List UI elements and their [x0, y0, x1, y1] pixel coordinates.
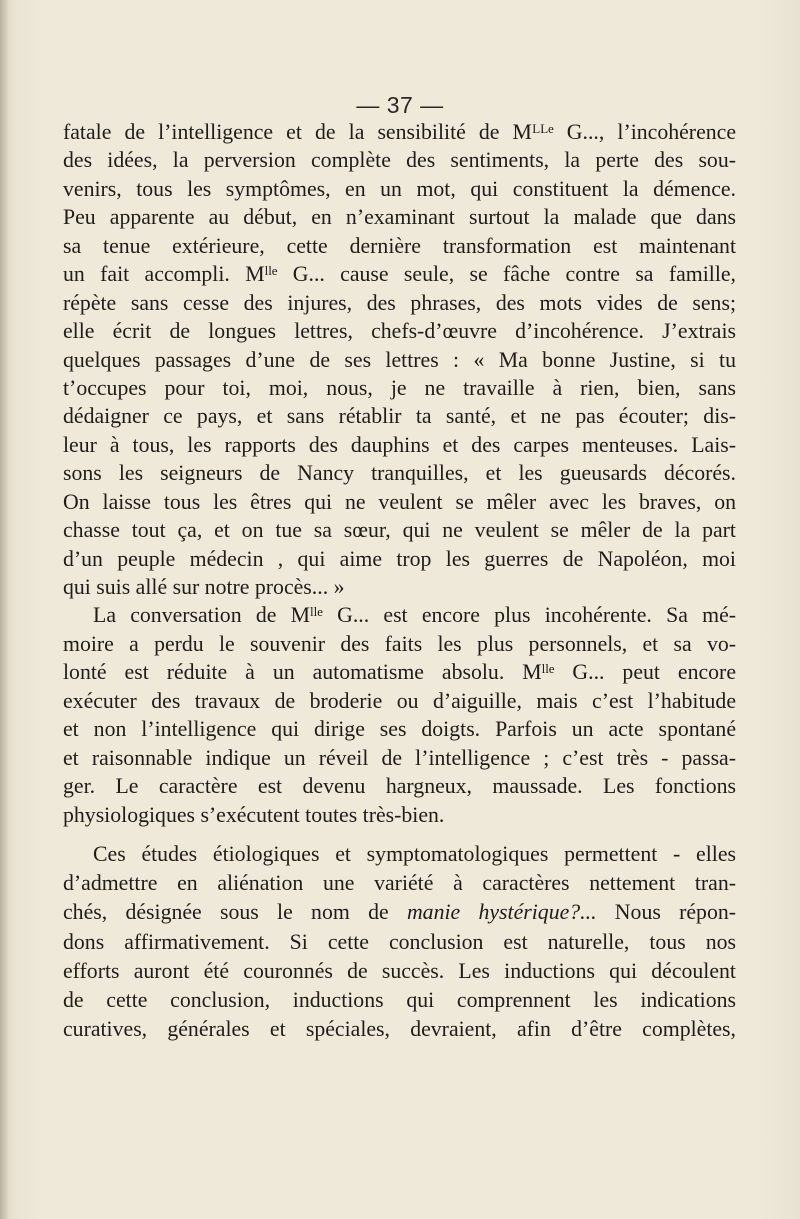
- text-line: sa tenue extérieure, cette dernière transformation est maintenant: [63, 233, 736, 258]
- text-line: un fait accompli. Mˡˡᵉ G... cause seule, se fâche contre sa famille,: [63, 262, 736, 287]
- binding-edge: [0, 0, 8, 1219]
- text-line-with-italic: [63, 898, 736, 927]
- italic-term: manie hystérique?...: [406, 900, 597, 925]
- text-line: de cette conclusion, inductions qui comprennent les indications: [63, 987, 736, 1012]
- text-line: moire a perdu le souvenir des faits les plus personnels, et sa vo-: [63, 631, 736, 656]
- text-line: dons affirmativement. Si cette conclusion est naturelle, tous nos: [63, 929, 736, 954]
- text-line: répète sans cesse des injures, des phrases, des mots vides de sens;: [63, 290, 736, 315]
- text-line: leur à tous, les rapports des dauphins et des carpes menteuses. Lais-: [63, 432, 736, 457]
- text-line: curatives, générales et spéciales, devraient, afin d’être complètes,: [63, 1017, 736, 1042]
- text-line: physiologiques s’exécutent toutes très-bien.: [63, 802, 445, 827]
- text-line: elle écrit de longues lettres, chefs-d’œuvre d’incohérence. J’extrais: [63, 319, 736, 344]
- text-line: quelques passages d’une de ses lettres : « Ma bonne Justine, si tu: [63, 347, 736, 372]
- text-line: La conversation de Mˡˡᵉ G... est encore plus incohérente. Sa mé-: [93, 603, 736, 628]
- text-line: venirs, tous les symptômes, en un mot, qui constituent la démence.: [63, 176, 736, 201]
- text-line: efforts auront été couronnés de succès. Les inductions qui découlent: [63, 958, 736, 983]
- text-line: d’un peuple médecin , qui aime trop les guerres de Napoléon, moi: [63, 546, 736, 571]
- body-text-lower: [63, 840, 736, 1044]
- text-line: exécuter des travaux de broderie ou d’aiguille, mais c’est l’habitude: [63, 688, 736, 713]
- text-segment: Nous répon-: [596, 900, 736, 925]
- text-line: d’admettre en aliénation une variété à caractères nettement tran-: [63, 871, 736, 896]
- text-line: et raisonnable indique un réveil de l’intelligence ; c’est très - passa-: [63, 745, 736, 770]
- text-segment: chés, désignée sous le nom de: [63, 900, 407, 925]
- page-number: — 37 —: [356, 92, 444, 118]
- text-line: sons les seigneurs de Nancy tranquilles, et les gueusards décorés.: [63, 461, 736, 486]
- body-text-upper: [63, 118, 736, 829]
- text-line: Ces études étiologiques et symptomatologiques permettent - elles: [93, 842, 736, 866]
- text-line: lonté est réduite à un automatisme absolu. Mˡˡᵉ G... peut encore: [63, 660, 736, 685]
- text-line: et non l’intelligence qui dirige ses doigts. Parfois un acte spontané: [63, 717, 736, 742]
- text-line: des idées, la perversion complète des sentiments, la perte des sou-: [63, 148, 736, 173]
- text-line: chasse tout ça, et on tue sa sœur, qui ne veulent se mêler de la part: [63, 518, 736, 543]
- text-line: On laisse tous les êtres qui ne veulent se mêler avec les braves, on: [63, 489, 736, 514]
- text-line: qui suis allé sur notre procès... »: [63, 575, 345, 599]
- text-line: ger. Le caractère est devenu hargneux, maussade. Les fonctions: [63, 774, 736, 799]
- text-line: t’occupes pour toi, moi, nous, je ne travaille à rien, bien, sans: [63, 375, 736, 400]
- text-line: Peu apparente au début, en n’examinant surtout la malade que dans: [63, 205, 736, 230]
- text-line: dédaigner ce pays, et sans rétablir ta santé, et ne pas écouter; dis-: [63, 404, 736, 429]
- text-line: fatale de l’intelligence et de la sensibilité de Mᴸᴸᵉ G..., l’incohérence: [63, 120, 736, 144]
